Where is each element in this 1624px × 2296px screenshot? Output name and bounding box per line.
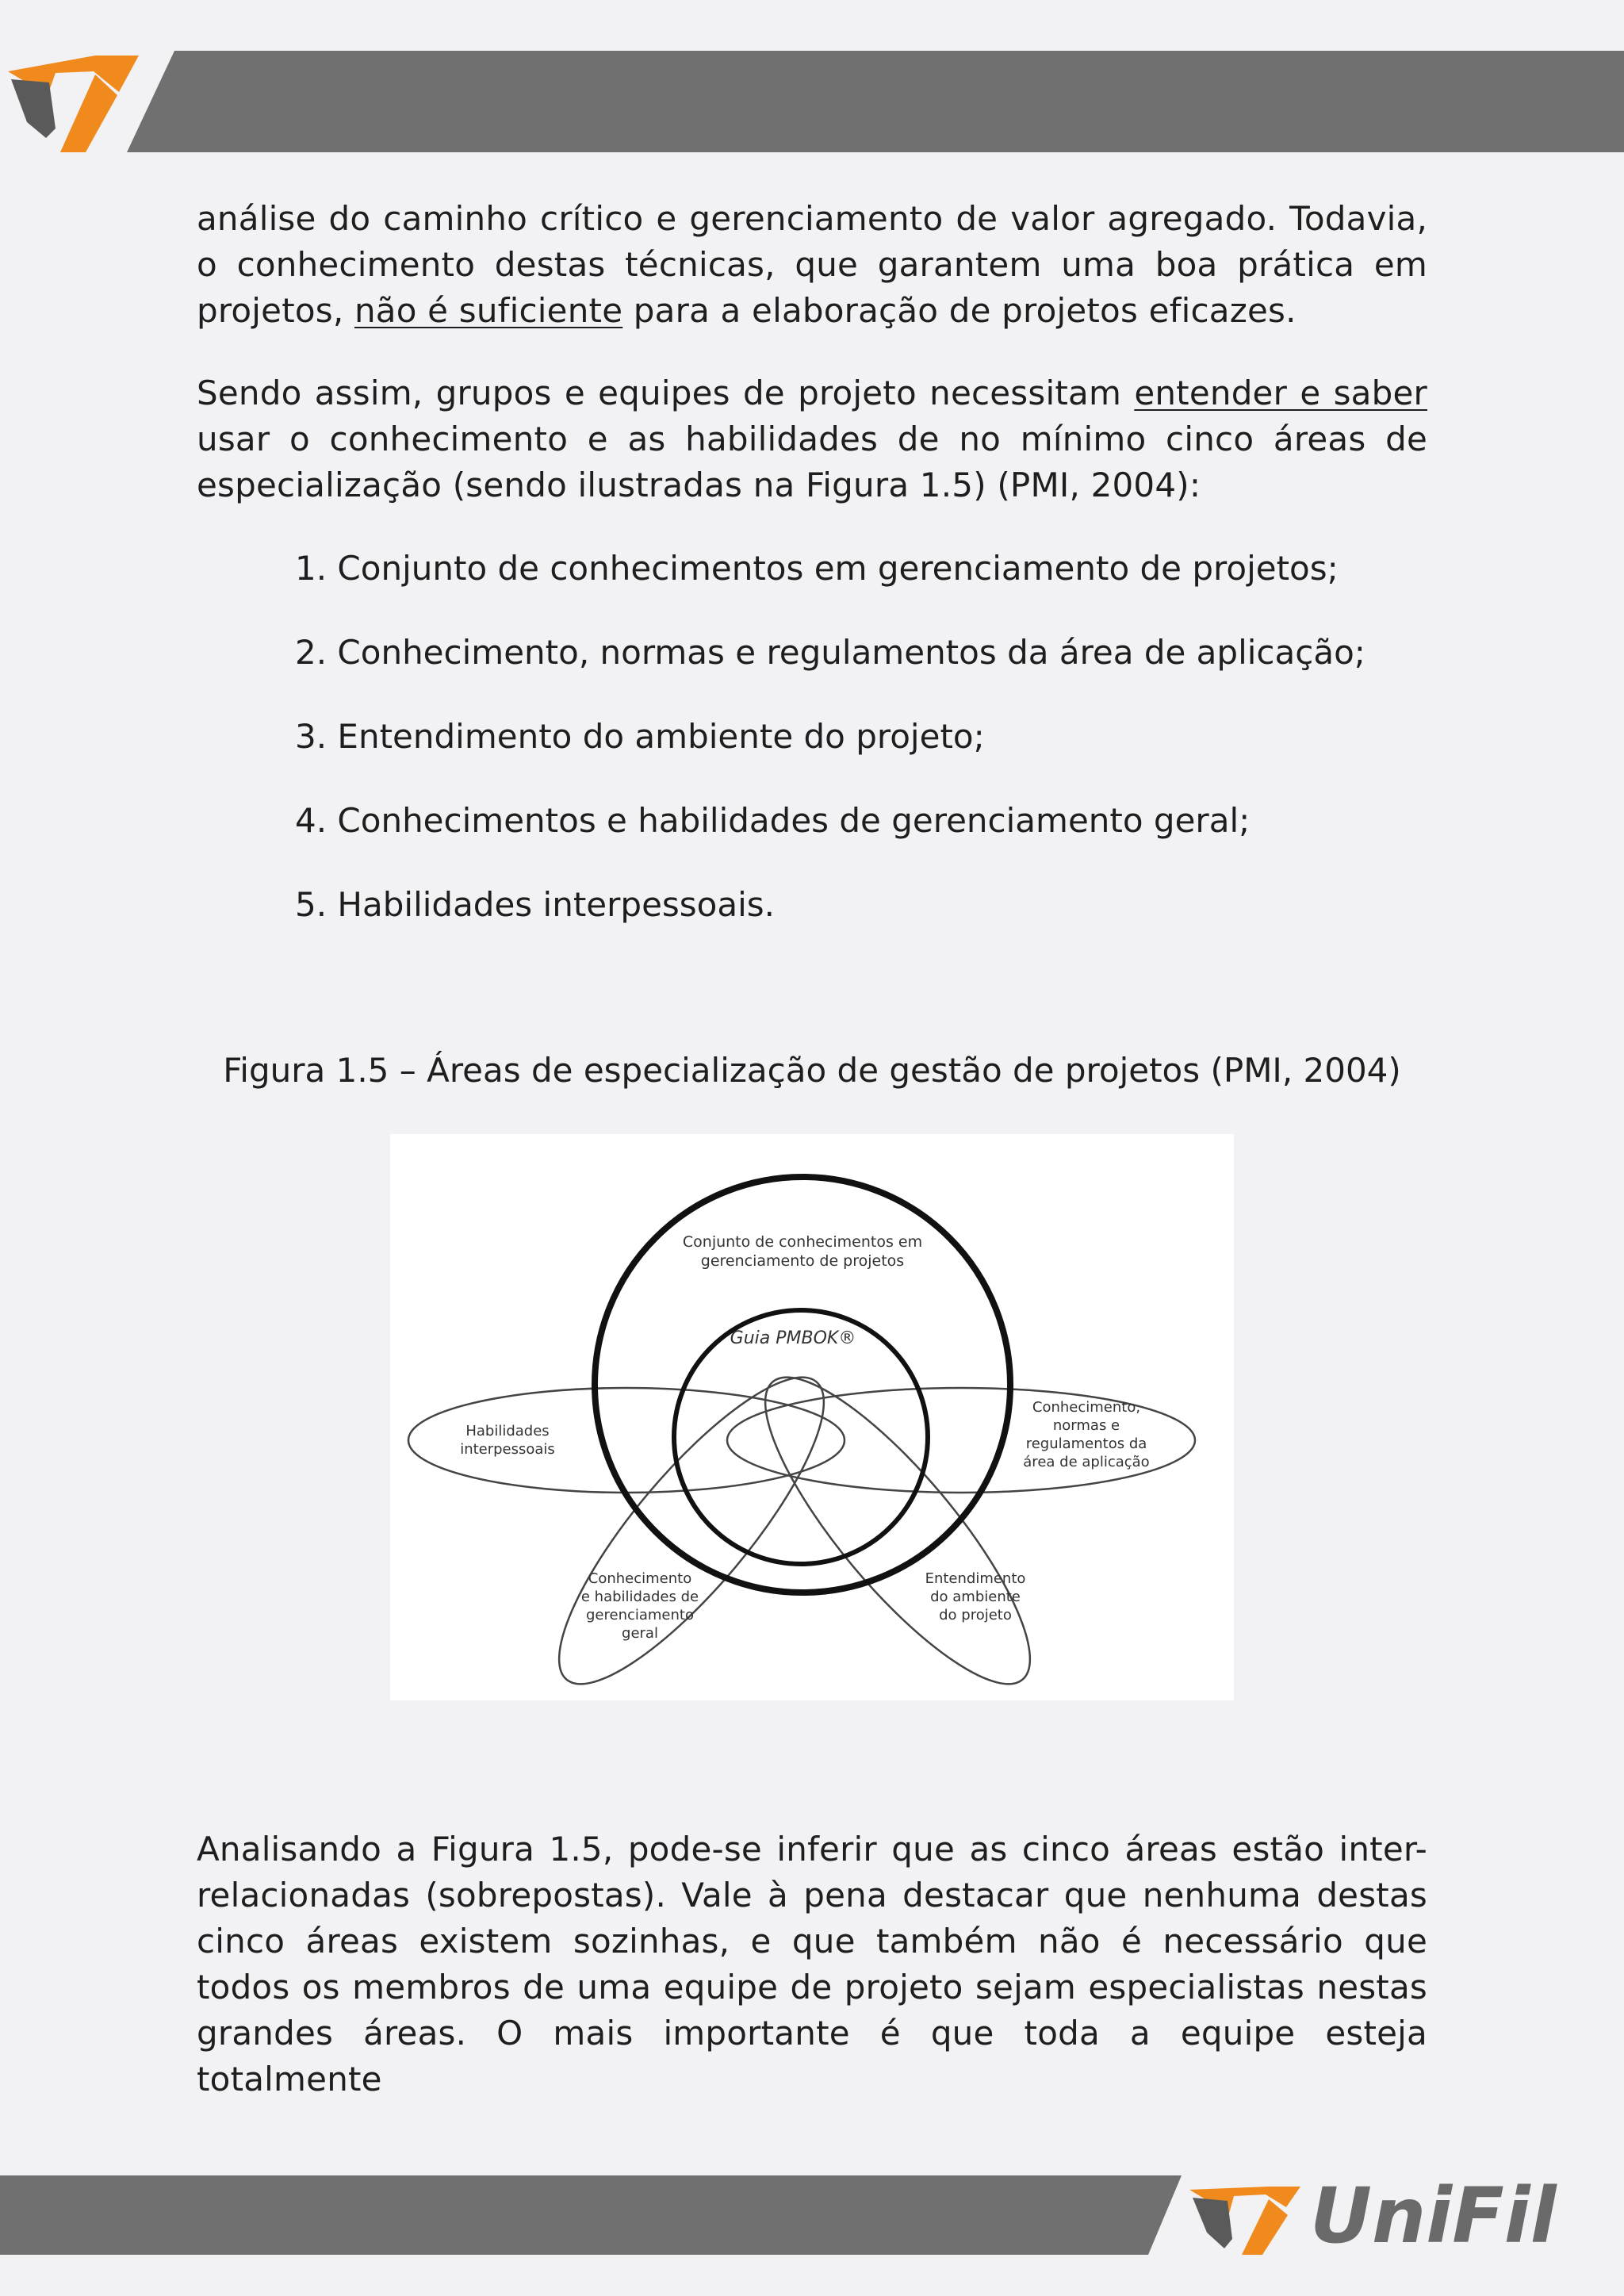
svg-text:Entendimento: Entendimento (925, 1570, 1026, 1587)
figure-caption: Figura 1.5 – Áreas de especialização de gestão de projetos (PMI, 2004) (223, 1051, 1401, 1090)
svg-text:Conjunto de conhecimentos em: Conjunto de conhecimentos em (682, 1233, 923, 1251)
paragraph-2-lead: Sendo assim, grupos e equipes de projeto necessitam (197, 374, 1135, 412)
svg-text:do projeto: do projeto (939, 1607, 1012, 1623)
svg-text:gerenciamento: gerenciamento (585, 1607, 695, 1623)
svg-text:e habilidades de: e habilidades de (580, 1589, 699, 1605)
svg-text:geral: geral (622, 1625, 658, 1642)
svg-text:Habilidades: Habilidades (465, 1423, 550, 1439)
list-item: 1. Conjunto de conhecimentos em gerenciamento de projetos; (295, 549, 1339, 588)
list-item: 3. Entendimento do ambiente do projeto; (295, 717, 985, 756)
right-ellipse-label (1023, 1399, 1149, 1470)
left-ellipse (408, 1388, 845, 1493)
list-item: 5. Habilidades interpessoais. (295, 885, 776, 924)
svg-text:interpessoais: interpessoais (460, 1441, 555, 1458)
bottom-right-label (925, 1570, 1026, 1623)
list-item: 2. Conhecimento, normas e regulamentos da área de aplicação; (295, 633, 1365, 672)
figure-diagram (390, 1134, 1234, 1700)
bottom-left-ellipse (523, 1345, 860, 1700)
footer-bar (0, 2175, 1624, 2255)
svg-text:do ambiente: do ambiente (930, 1589, 1021, 1605)
left-ellipse-label (460, 1423, 555, 1458)
paragraph-1-emphasis: não é suficiente (354, 291, 623, 330)
paragraph-2-tail: usar o conhecimento e as habilidades de no mínimo cinco áreas de especialização (sendo ilustradas na Figura 1.5) (PMI, 2004): (197, 420, 1427, 504)
svg-text:área de aplicação: área de aplicação (1023, 1454, 1150, 1470)
header-bar (0, 51, 1624, 152)
paragraph-3: Analisando a Figura 1.5, pode-se inferir que as cinco áreas estão inter-relacionadas (sobrepostas). Vale à pena destacar que nenhuma destas cinco áreas existem sozinhas, e que também não é necessário que todos os membros de uma equipe de projeto sejam especialistas nestas grandes áreas. O mais importante é que toda a equipe esteja totalmente (197, 1830, 1427, 2099)
paragraph-2-emphasis: entender e saber (1134, 374, 1427, 412)
inner-circle-label: Guia PMBOK® (730, 1328, 856, 1348)
paragraph-1 (197, 196, 1427, 334)
inner-circle (674, 1310, 928, 1564)
paragraph-2 (197, 370, 1427, 508)
svg-text:Conhecimento: Conhecimento (588, 1570, 692, 1587)
svg-text:Conhecimento,: Conhecimento, (1032, 1399, 1141, 1416)
svg-text:gerenciamento de projetos: gerenciamento de projetos (700, 1252, 905, 1270)
list-item: 4. Conhecimentos e habilidades de gerenciamento geral; (295, 801, 1251, 840)
outer-circle-label (683, 1233, 922, 1270)
paragraph-1-tail: para a elaboração de projetos eficazes. (622, 291, 1297, 330)
paragraph-1-lead: análise do caminho crítico e gerenciamento de valor agregado. Todavia, o conhecimento destas técnicas, que garantem uma boa prática em projetos, (197, 199, 1427, 330)
svg-text:regulamentos da: regulamentos da (1025, 1435, 1147, 1452)
bottom-left-label (581, 1570, 699, 1642)
footer-logo-text: UniFil (1310, 2175, 1557, 2255)
svg-text:normas e: normas e (1052, 1417, 1120, 1434)
